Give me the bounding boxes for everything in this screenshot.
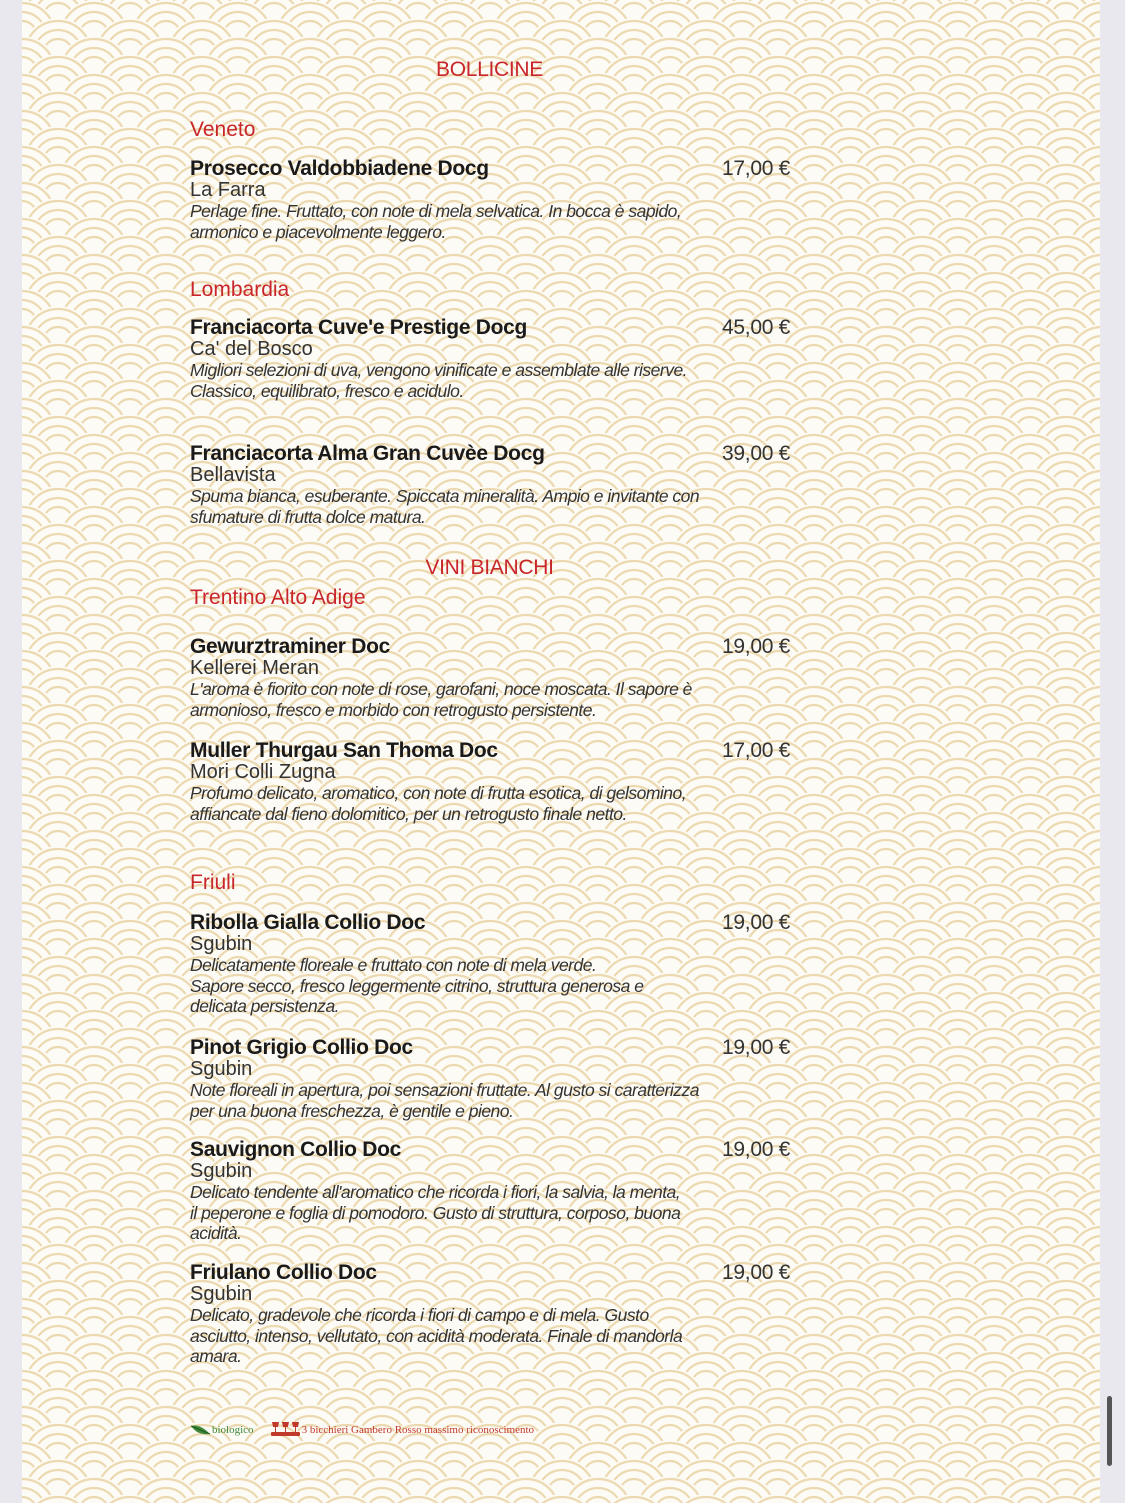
wine-price: 39,00 € xyxy=(722,442,790,465)
wine-name: Prosecco Valdobbiadene Docg xyxy=(190,157,489,180)
wine-price: 19,00 € xyxy=(722,1036,790,1059)
region-title: Friuli xyxy=(190,871,236,894)
region-title: Trentino Alto Adige xyxy=(190,586,366,609)
wine-description-line: Note floreali in apertura, poi sensazioni fruttate. Al gusto si caratterizza xyxy=(190,1080,699,1100)
wine-name-row xyxy=(190,317,790,339)
wine-name: Friulano Collio Doc xyxy=(190,1261,377,1284)
wine-description-line: armonioso, fresco e morbido con retrogusto persistente. xyxy=(190,699,597,720)
wine-producer: La Farra xyxy=(190,179,266,201)
wine-description-line: Migliori selezioni di uva, vengono vinificate e assemblate alle riserve. xyxy=(190,360,688,380)
three-glasses-icon xyxy=(270,1421,302,1439)
wine-description-line: Spuma bianca, esuberante. Spiccata mineralità. Ampio e invitante con xyxy=(190,486,700,506)
wine-name: Franciacorta Cuve'e Prestige Docg xyxy=(190,316,528,339)
wine-item xyxy=(190,1262,790,1367)
wine-item xyxy=(190,1139,790,1244)
wine-name-row xyxy=(190,1139,790,1161)
wine-name-row xyxy=(190,636,790,658)
section-title: BOLLICINE xyxy=(435,58,543,81)
wine-item xyxy=(190,636,790,720)
wine-producer: Sgubin xyxy=(190,933,253,955)
wine-item xyxy=(190,1037,790,1121)
wine-producer: Kellerei Meran xyxy=(190,657,319,679)
legend-organic-label: biologico xyxy=(212,1424,254,1436)
wine-item xyxy=(190,443,790,527)
wine-description-line: il peperone e foglia di pomodoro. Gusto di struttura, corposo, buona xyxy=(190,1202,681,1223)
wine-name: Gewurztraminer Doc xyxy=(190,635,390,658)
wine-description-line: Classico, equilibrato, fresco e acidulo. xyxy=(190,380,464,401)
wine-item xyxy=(190,158,790,242)
wine-name: Pinot Grigio Collio Doc xyxy=(190,1036,413,1059)
wine-item xyxy=(190,317,790,401)
wine-description-line: Profumo delicato, aromatico, con note di frutta esotica, di gelsomino, xyxy=(190,783,687,803)
wine-description-line: sfumature di frutta dolce matura. xyxy=(190,506,426,527)
region-title: Lombardia xyxy=(190,278,290,301)
wine-name-row xyxy=(190,1262,790,1284)
wine-description-line: Sapore secco, fresco leggermente citrino, struttura generosa e xyxy=(190,975,644,996)
wine-name-row xyxy=(190,158,790,180)
section-title: VINI BIANCHI xyxy=(425,556,554,579)
region-title: Veneto xyxy=(190,118,256,141)
wine-description-line: affiancate dal fieno dolomitico, per un retrogusto finale netto. xyxy=(190,803,627,824)
wine-price: 19,00 € xyxy=(722,1138,790,1161)
wine-description-line: amara. xyxy=(190,1346,242,1366)
legend xyxy=(190,1421,534,1439)
wine-price: 17,00 € xyxy=(722,157,790,180)
wine-description-line: Delicato, gradevole che ricorda i fiori di campo e di mela. Gusto xyxy=(190,1305,649,1325)
wine-producer: Sgubin xyxy=(190,1283,253,1305)
wine-description-line: armonico e piacevolmente leggero. xyxy=(190,221,446,242)
wine-name-row xyxy=(190,740,790,762)
legend-gambero-rosso xyxy=(270,1421,534,1439)
wine-description-line: L'aroma è fiorito con note di rose, garofani, noce moscata. Il sapore è xyxy=(190,679,692,699)
wine-producer: Ca' del Bosco xyxy=(190,338,313,360)
leaf-icon xyxy=(190,1424,212,1436)
wine-price: 19,00 € xyxy=(722,635,790,658)
legend-organic xyxy=(190,1424,254,1436)
wine-description-line: asciutto, intenso, vellutato, con acidità moderata. Finale di mandorla xyxy=(190,1325,683,1346)
wine-price: 19,00 € xyxy=(722,911,790,934)
wine-item xyxy=(190,740,790,824)
wine-description-line: delicata persistenza. xyxy=(190,996,340,1016)
wine-description-line: per una buona freschezza, è gentile e pieno. xyxy=(190,1100,514,1121)
wine-price: 45,00 € xyxy=(722,316,790,339)
scrollbar[interactable] xyxy=(1107,1396,1112,1466)
wine-name-row xyxy=(190,1037,790,1059)
wine-name: Sauvignon Collio Doc xyxy=(190,1138,402,1161)
wine-description-line: Delicatamente floreale e fruttato con note di mela verde. xyxy=(190,955,597,975)
wine-producer: Mori Colli Zugna xyxy=(190,761,336,783)
wine-producer: Sgubin xyxy=(190,1058,253,1080)
wine-name-row xyxy=(190,443,790,465)
wine-producer: Sgubin xyxy=(190,1160,253,1182)
wine-description-line: acidità. xyxy=(190,1223,242,1243)
wine-description-line: Perlage fine. Fruttato, con note di mela selvatica. In bocca è sapido, xyxy=(190,201,682,221)
legend-gambero-label: 3 bicchieri Gambero Rosso massimo riconoscimento xyxy=(301,1424,535,1436)
wine-name: Muller Thurgau San Thoma Doc xyxy=(190,739,498,762)
wine-name: Ribolla Gialla Collio Doc xyxy=(190,911,426,934)
wine-item xyxy=(190,912,790,1017)
wine-price: 19,00 € xyxy=(722,1261,790,1284)
wine-description-line: Delicato tendente all'aromatico che ricorda i fiori, la salvia, la menta, xyxy=(190,1182,681,1202)
wine-name: Franciacorta Alma Gran Cuvèe Docg xyxy=(190,442,545,465)
wine-producer: Bellavista xyxy=(190,464,276,486)
wine-price: 17,00 € xyxy=(722,739,790,762)
menu-page xyxy=(22,0,1100,1503)
wine-name-row xyxy=(190,912,790,934)
